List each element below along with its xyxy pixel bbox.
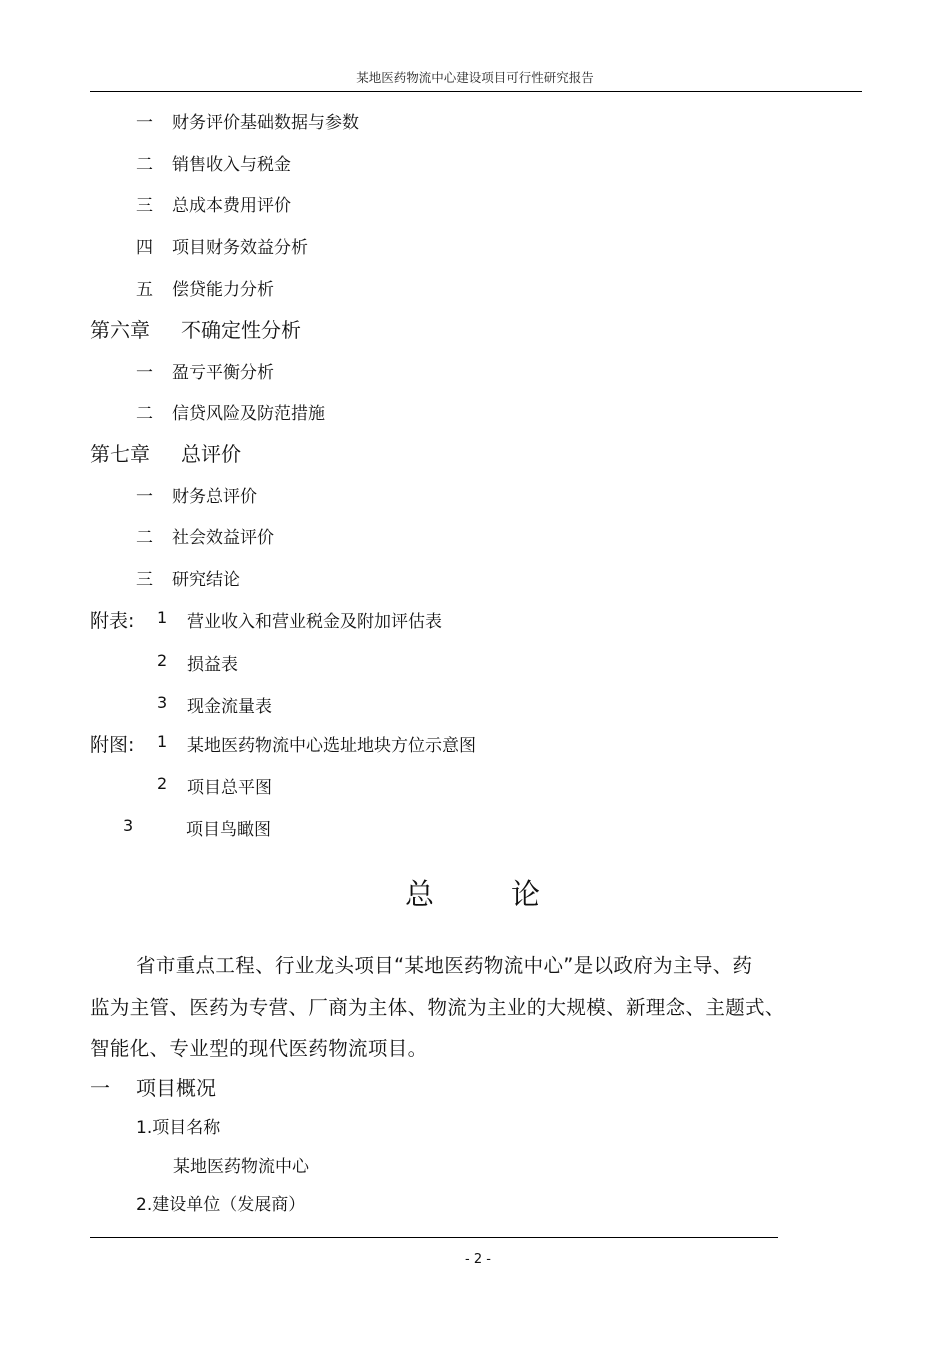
toc-item-text: 财务评价基础数据与参数	[172, 113, 359, 133]
appendix-item-num: 1	[157, 732, 168, 751]
chapter-label: 第六章	[90, 318, 150, 342]
appendix-item-num: 3	[157, 693, 168, 712]
toc-item-text: 信贷风险及防范措施	[172, 404, 325, 424]
chapter-label: 第七章	[90, 442, 150, 466]
section-num: 一	[90, 1076, 110, 1100]
item-value: 某地医药物流中心	[173, 1157, 309, 1177]
toc-item-text: 研究结论	[172, 570, 240, 590]
toc-item-num: 五	[136, 280, 153, 300]
toc-item-text: 偿贷能力分析	[172, 280, 274, 300]
section-heading-char: 总	[405, 877, 435, 911]
section-heading-char: 论	[511, 877, 541, 911]
toc-item-num: 三	[136, 196, 153, 216]
toc-item-num: 二	[136, 528, 153, 548]
toc-item-num: 二	[136, 404, 153, 424]
chapter-title: 不确定性分析	[181, 318, 301, 342]
header-divider	[90, 91, 862, 92]
appendix-item-text: 项目鸟瞰图	[186, 820, 271, 840]
appendix-tables-label: 附表:	[90, 610, 135, 632]
footer-divider	[90, 1237, 778, 1238]
appendix-item-num: 2	[157, 651, 168, 670]
section-title: 项目概况	[136, 1076, 216, 1100]
toc-item-num: 三	[136, 570, 153, 590]
toc-item-text: 总成本费用评价	[172, 196, 291, 216]
appendix-item-text: 损益表	[187, 655, 238, 675]
appendix-item-text: 营业收入和营业税金及附加评估表	[187, 612, 442, 632]
paragraph-line: 监为主管、医药为专营、厂商为主体、物流为主业的大规模、新理念、主题式、	[90, 996, 785, 1019]
running-header: 某地医药物流中心建设项目可行性研究报告	[356, 70, 594, 85]
appendix-figures-label: 附图:	[90, 734, 135, 756]
toc-item-text: 财务总评价	[172, 487, 257, 507]
toc-item-text: 社会效益评价	[172, 528, 274, 548]
paragraph-line: 省市重点工程、行业龙头项目“某地医药物流中心”是以政府为主导、药	[136, 954, 753, 977]
paragraph-line: 智能化、专业型的现代医药物流项目。	[90, 1037, 428, 1060]
item-label: 2.建设单位（发展商）	[136, 1195, 306, 1215]
page-number: - 2 -	[465, 1252, 491, 1267]
appendix-item-text: 某地医药物流中心选址地块方位示意图	[187, 736, 476, 756]
appendix-item-num: 1	[157, 608, 168, 627]
appendix-item-text: 项目总平图	[187, 778, 272, 798]
toc-item-text: 销售收入与税金	[172, 155, 291, 175]
chapter-title: 总评价	[181, 442, 241, 466]
appendix-item-text: 现金流量表	[187, 697, 272, 717]
appendix-item-num: 2	[157, 774, 168, 793]
item-label: 1.项目名称	[136, 1118, 221, 1138]
appendix-item-num: 3	[123, 816, 134, 835]
toc-item-num: 二	[136, 155, 153, 175]
toc-item-num: 一	[136, 487, 153, 507]
toc-item-num: 一	[136, 113, 153, 133]
toc-item-text: 盈亏平衡分析	[172, 363, 274, 383]
toc-item-num: 一	[136, 363, 153, 383]
toc-item-text: 项目财务效益分析	[172, 238, 308, 258]
toc-item-num: 四	[136, 238, 153, 258]
